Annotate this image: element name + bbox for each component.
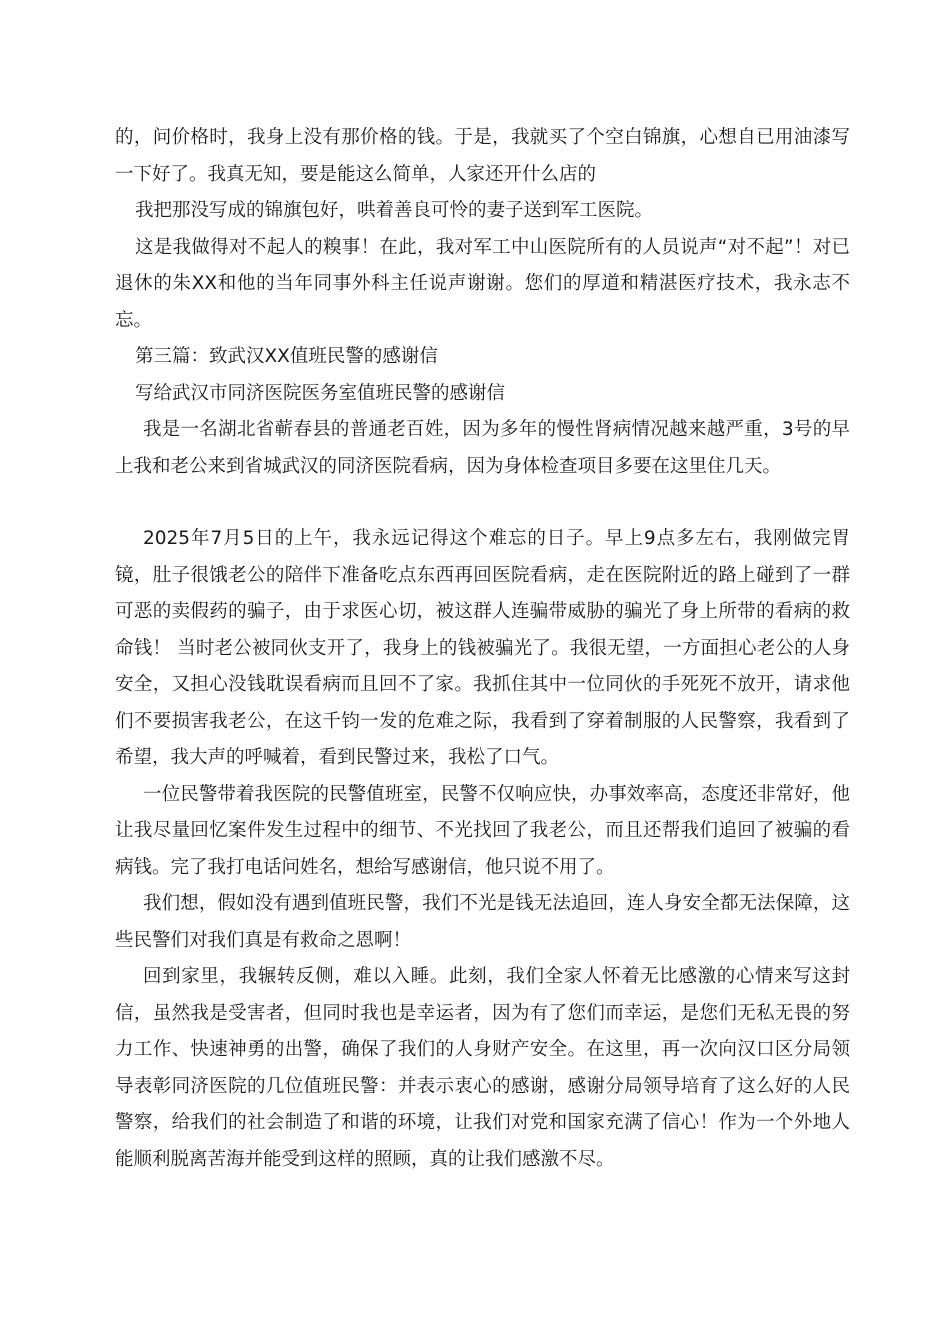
- paragraph-closing: 回到家里，我辗转反侧，难以入睡。此刻，我们全家人怀着无比感激的心情来写这封信，虽然我是受害者，但同时我也是幸运者，因为有了您们而幸运，是您们无私无畏的努力工作、快速神勇的出警，确保了我们的人身财产安全。在这里，再一次向汉口区分局领导表彰同济医院的几位值班民警：并表示衷心的感谢，感谢分局领导培育了这么好的人民警察，给我们的社会制造了和谐的环境，让我们对党和国家充满了信心！作为一个外地人能顺利脱离苦海并能受到这样的照顾，真的让我们感激不尽。: [115, 966, 850, 1170]
- paragraph-incident: 2025年7月5日的上午，我永远记得这个难忘的日子。早上9点多左右，我刚做完胃镜，肚子很饿老公的陪伴下准备吃点东西再回医院看病，走在医院附近的路上碰到了一群可恶的卖假药的骗子，由于求医心切，被这群人连骗带威胁的骗光了身上所带的看病的救命钱！ 当时老公被同伙支开了，我身上的钱被骗光了。我很无望，一方面担心老公的人身安全，又担心没钱耽误看病而且回不了家。我抓住其中一位同伙的手死死不放开，请求他们不要损害我老公，在这千钧一发的危难之际，我看到了穿着制服的人民警察，我看到了希望，我大声的呼喊着，看到民警过来，我松了口气。: [115, 528, 850, 768]
- paragraph-gratitude: 我们想，假如没有遇到值班民警，我们不光是钱无法追回，连人身安全都无法保障，这些民警们对我们真是有救命之恩啊！: [115, 893, 850, 951]
- document-body: [115, 120, 850, 1178]
- paragraph-continuation: 的，问价格时，我身上没有那价格的钱。于是，我就买了个空白锦旗，心想自已用油漆写一下好了。我真无知，要是能这么简单，人家还开什么店的: [115, 127, 850, 185]
- paragraph-police-help: 一位民警带着我医院的民警值班室，民警不仅响应快，办事效率高，态度还非常好，他让我尽量回忆案件发生过程中的细节、不光找回了我老公，而且还帮我们追回了被骗的看病钱。完了我打电话问姓名，想给写感谢信，他只说不用了。: [115, 783, 850, 878]
- paragraph-apology: 这是我做得对不起人的糗事！在此，我对军工中山医院所有的人员说声“对不起”！对已退休的朱XX和他的当年同事外科主任说声谢谢。您们的厚道和精湛医疗技术，我永志不忘。: [115, 236, 850, 331]
- paragraph-banner-wrapped: 我把那没写成的锦旗包好，哄着善良可怜的妻子送到军工医院。: [135, 200, 654, 221]
- letter-title: 写给武汉市同济医院医务室值班民警的感谢信: [135, 382, 506, 404]
- paragraph-spacer: [115, 485, 850, 521]
- paragraph-intro: 我是一名湖北省蕲春县的普通老百姓，因为多年的慢性肾病情况越来越严重，3号的早上我和老公来到省城武汉的同济医院看病，因为身体检查项目多要在这里住几天。: [115, 419, 850, 477]
- section-heading: 第三篇：致武汉XX值班民警的感谢信: [135, 346, 438, 367]
